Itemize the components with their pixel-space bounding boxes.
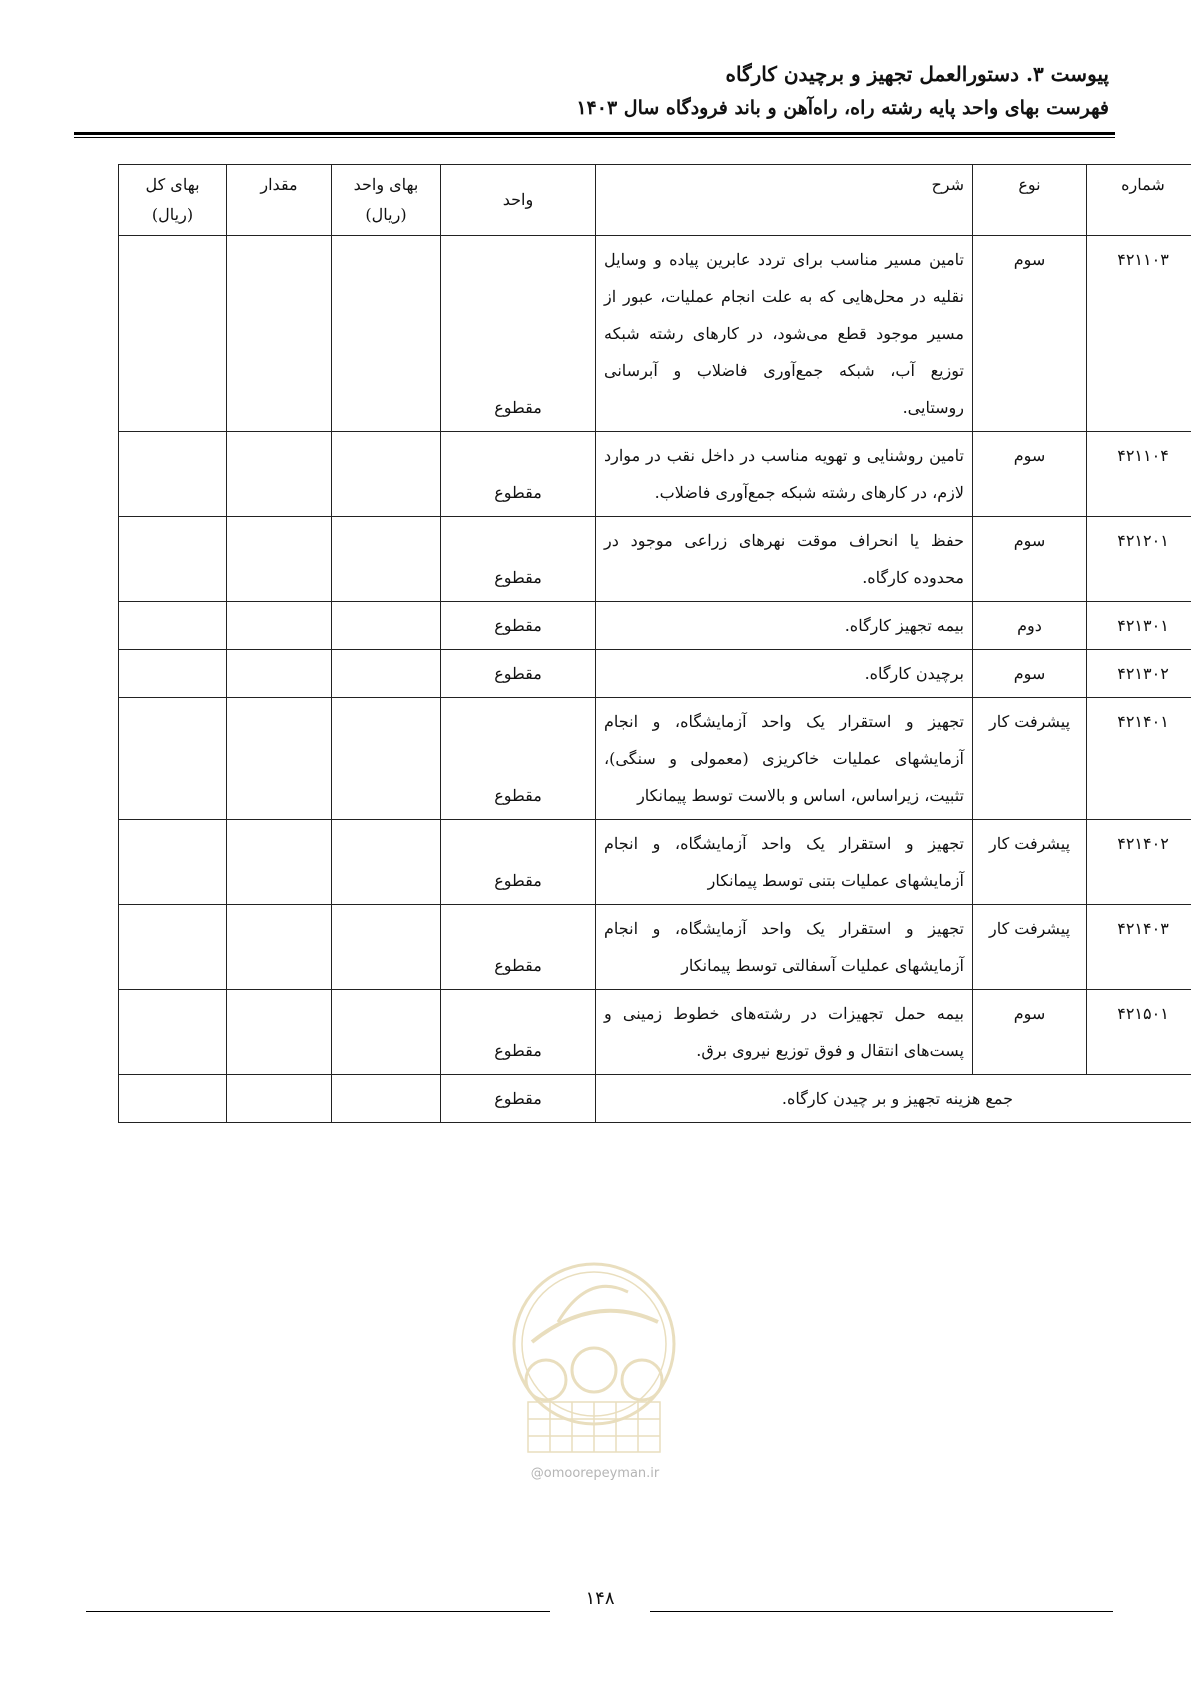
row-unit: مقطوع <box>441 432 596 517</box>
row-quantity <box>227 517 332 602</box>
total-unit-price <box>332 1075 441 1123</box>
row-description: بیمه تجهیز کارگاه. <box>596 602 973 650</box>
row-unit-price <box>332 432 441 517</box>
col-header-unit: واحد <box>441 165 596 236</box>
row-total-price <box>119 698 227 820</box>
row-quantity <box>227 820 332 905</box>
row-number: ۴۲۱۳۰۲ <box>1087 650 1191 698</box>
row-description: تامین روشنایی و تهویه مناسب در داخل نقب در موارد لازم، در کارهای رشته شبکه جمع‌آوری فاضلاب. <box>596 432 973 517</box>
row-type: دوم <box>973 602 1087 650</box>
row-number: ۴۲۱۳۰۱ <box>1087 602 1191 650</box>
table-row <box>119 650 1191 698</box>
footer-rule-left <box>86 1611 550 1612</box>
row-quantity <box>227 602 332 650</box>
row-type: سوم <box>973 990 1087 1075</box>
row-quantity <box>227 698 332 820</box>
row-total-price <box>119 905 227 990</box>
row-quantity <box>227 236 332 432</box>
row-description: حفظ یا انحراف موقت نهرهای زراعی موجود در محدوده کارگاه. <box>596 517 973 602</box>
row-quantity <box>227 650 332 698</box>
row-quantity <box>227 432 332 517</box>
seal-caption: @omoorepeyman.ir <box>530 1466 660 1481</box>
row-number: ۴۲۱۴۰۲ <box>1087 820 1191 905</box>
row-unit: مقطوع <box>441 905 596 990</box>
row-number: ۴۲۱۵۰۱ <box>1087 990 1191 1075</box>
table-row <box>119 517 1191 602</box>
row-unit-price <box>332 990 441 1075</box>
total-row <box>119 1075 1191 1123</box>
footer-rule-right <box>650 1611 1113 1612</box>
table-header-row <box>119 165 1191 236</box>
omoorepeyman-seal-logo <box>498 1252 690 1468</box>
row-type: پیشرفت کار <box>973 905 1087 990</box>
row-unit: مقطوع <box>441 990 596 1075</box>
page-number: ۱۴۸ <box>585 1588 615 1609</box>
col-header-quantity: مقدار <box>227 165 332 236</box>
row-description: تجهیز و استقرار یک واحد آزمایشگاه، و انجام آزمایشهای عملیات خاکریزی (معمولی و سنگی)، تثبیت، زیراساس، اساس و بالاست توسط پیمانکار <box>596 698 973 820</box>
row-number: ۴۲۱۲۰۱ <box>1087 517 1191 602</box>
row-description: تجهیز و استقرار یک واحد آزمایشگاه، و انجام آزمایشهای عملیات آسفالتی توسط پیمانکار <box>596 905 973 990</box>
row-number: ۴۲۱۴۰۳ <box>1087 905 1191 990</box>
row-type: سوم <box>973 236 1087 432</box>
row-total-price <box>119 432 227 517</box>
row-unit-price <box>332 517 441 602</box>
header-rule <box>74 132 1115 135</box>
row-type: سوم <box>973 517 1087 602</box>
row-unit: مقطوع <box>441 698 596 820</box>
row-unit-price <box>332 650 441 698</box>
header-rule-thin <box>74 137 1115 138</box>
total-label: جمع هزینه تجهیز و بر چیدن کارگاه. <box>596 1075 1191 1123</box>
price-list-table <box>118 164 1191 1123</box>
row-quantity <box>227 990 332 1075</box>
total-total-price <box>119 1075 227 1123</box>
row-total-price <box>119 820 227 905</box>
row-unit-price <box>332 905 441 990</box>
col-header-total-price: بهای کل (ریال) <box>119 165 227 236</box>
row-number: ۴۲۱۱۰۳ <box>1087 236 1191 432</box>
table-row <box>119 698 1191 820</box>
col-header-description: شرح <box>596 165 973 236</box>
row-number: ۴۲۱۴۰۱ <box>1087 698 1191 820</box>
col-header-number: شماره <box>1087 165 1191 236</box>
row-unit: مقطوع <box>441 820 596 905</box>
row-number: ۴۲۱۱۰۴ <box>1087 432 1191 517</box>
header-subtitle: فهرست بهای واحد پایه رشته راه، راه‌آهن و باند فرودگاه سال ۱۴۰۳ <box>576 97 1109 119</box>
table-row <box>119 432 1191 517</box>
table-row <box>119 602 1191 650</box>
row-unit-price <box>332 236 441 432</box>
row-unit-price <box>332 602 441 650</box>
row-description: تجهیز و استقرار یک واحد آزمایشگاه، و انجام آزمایشهای عملیات بتنی توسط پیمانکار <box>596 820 973 905</box>
row-description: برچیدن کارگاه. <box>596 650 973 698</box>
table-row <box>119 236 1191 432</box>
row-unit-price <box>332 820 441 905</box>
row-total-price <box>119 990 227 1075</box>
header-title: پیوست ۳. دستورالعمل تجهیز و برچیدن کارگاه <box>725 62 1109 86</box>
table-row <box>119 990 1191 1075</box>
row-unit: مقطوع <box>441 650 596 698</box>
row-quantity <box>227 905 332 990</box>
row-total-price <box>119 650 227 698</box>
table-row <box>119 905 1191 990</box>
row-unit: مقطوع <box>441 602 596 650</box>
col-header-type: نوع <box>973 165 1087 236</box>
total-quantity <box>227 1075 332 1123</box>
col-header-unit-price: بهای واحد (ریال) <box>332 165 441 236</box>
row-unit-price <box>332 698 441 820</box>
total-unit: مقطوع <box>441 1075 596 1123</box>
row-total-price <box>119 602 227 650</box>
row-type: پیشرفت کار <box>973 820 1087 905</box>
row-type: سوم <box>973 432 1087 517</box>
row-description: تامین مسیر مناسب برای تردد عابرین پیاده و وسایل نقلیه در محل‌هایی که به علت انجام عملیات، عبور از مسیر موجود قطع می‌شود، در کارهای رشته شبکه توزیع آب، شبکه جمع‌آوری فاضلاب و آبرسانی روستایی. <box>596 236 973 432</box>
row-unit: مقطوع <box>441 517 596 602</box>
row-description: بیمه حمل تجهیزات در رشته‌های خطوط زمینی و پست‌های انتقال و فوق توزیع نیروی برق. <box>596 990 973 1075</box>
row-type: پیشرفت کار <box>973 698 1087 820</box>
row-unit: مقطوع <box>441 236 596 432</box>
table-row <box>119 820 1191 905</box>
row-total-price <box>119 236 227 432</box>
row-type: سوم <box>973 650 1087 698</box>
row-total-price <box>119 517 227 602</box>
